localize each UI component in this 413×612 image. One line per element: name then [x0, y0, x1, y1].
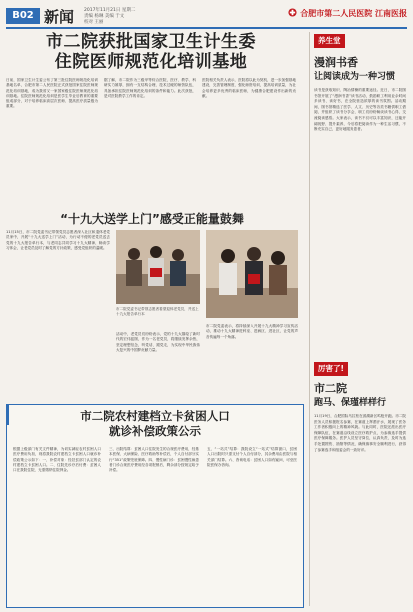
story2-body: 11月19日，合肥国际马拉松在滨湖新区鸣枪开跑。市二院医务人员积极报名参赛，在赛道上挥洒汗水，展现了医务工作者积极向上的精神风貌。与此同时，医院还派出医疗保障队伍，在赛道沿线设立医疗救护点，为参赛选手提供医疗保障服务。医护人员坚守岗位，认真负责，及时为选手处置擦伤、抽筋等情况，确保赛事安全顺利进行，获得了参赛选手和组委会的一致好评。: [314, 414, 406, 452]
volunteers-group-photo: [206, 230, 298, 318]
story2-headline-line2: 跑马、保瑾样样行: [314, 398, 387, 408]
volunteers-visit-photo: [116, 230, 200, 304]
story2-headline-line1: 市二院: [314, 382, 347, 395]
issue-meta: [84, 8, 204, 26]
article1-column: 医院相关负责人表示，医院将以此为契机，进一步加强基地建设，完善管理制度，强化师资培训，提高培训质量，为社会培养更多优秀的临床医师，为健康合肥建设作出新的贡献。: [202, 78, 296, 98]
article3-column: 五、“一站式”结算：我院设立“一站式”结算窗口，贫困人口出院时只需支付个人自付部分，其余费用由医院与相关部门结算。六、咨询电话：贫困人口如有疑问，可至医院医保办咨询。: [207, 447, 297, 467]
hospital-logo: [288, 8, 407, 19]
policy-notice-box: [6, 404, 304, 608]
story1-headline-line1: 漫润书香: [314, 56, 358, 69]
story1-headline-line2: 让阅读成为一种习惯: [314, 72, 396, 82]
photo-caption: 市二院党委书记带领志愿者看望退休老党员，并送上十九大报告单行本: [116, 307, 199, 316]
hospital-emblem-icon: [288, 8, 297, 17]
article3-headline: [7, 409, 303, 439]
section-number: B02: [6, 8, 40, 24]
story2-headline: [314, 382, 406, 410]
article2-headline: “十九大送学上门”感受正能量鼓舞: [60, 212, 244, 226]
article1-headline: [6, 32, 296, 72]
sidebar-tag: 养生堂: [314, 34, 345, 48]
story1-body: 读书是获取知识、陶冶情操的重要途径。近日，市二院图书馆开展了“漫润书香”读书活动，鼓励职工利用业余时间多读书、读好书，在全院营造浓厚的读书氛围。活动期间，图书馆精选了医学、人文、历史等各类书籍供职工借阅，并组织了读书分享会，职工们纷纷畅谈读书心得，交流阅读感悟。大家表示，读书不仅可以丰富知识，还能开阔视野、提升素养，今后将把阅读作为一种生活习惯，不断充实自己，更好地服务患者。: [314, 88, 406, 132]
issue-meta-line: 责编 杨琳 美编 于文: [84, 14, 125, 19]
page-header: [6, 6, 407, 28]
article3-column: 根据上级部门有关文件精神，为切实减轻农村贫困人口医疗费用负担，现将我院农村建档立卡贫困人口就诊补偿政策公示如下：一、补偿对象：经扶贫部门认定的农村建档立卡贫困人口。二、住院先诊疗后付费：贫困人口在我院住院，无需缴纳住院押金。: [13, 447, 101, 473]
article3-headline-line1: 市二院农村建档立卡贫困人口: [80, 409, 230, 423]
sidebar: [309, 32, 408, 606]
article2-column: 活动中，老党员们纷纷表示，党的十九大描绘了新时代的宏伟蓝图，作为一名老党员，将继续发挥余热，坚定理想信念，听党话、跟党走，为实现中华民族伟大复兴的中国梦贡献力量。: [116, 332, 200, 352]
article3-headline-line2: 就诊补偿政策公示: [109, 424, 201, 438]
article3-column: 三、出院结算：贫困人口住院发生的合规医疗费用，经基本医保、大病保险、医疗救助等补偿后，个人自付部分实行“351”政策兜底保障。四、慢性病门诊：贫困慢性病患者门诊合规医疗费用经各项报销后，剩余部分按规定给予补偿。: [109, 447, 199, 473]
article2-column: 市二院党委表示，将持续深入开展十九大精神学习宣传活动，推动十九大精神进科室、进病区、进社区，让党的声音传遍每一个角落。: [206, 324, 298, 339]
article1-headline-line1: 市二院获批国家卫生计生委: [46, 32, 256, 52]
photo-illustration: [206, 230, 298, 318]
section-name: 新闻: [44, 8, 75, 26]
article1-column: 据了解，市二院作为三级甲等综合医院，医疗、教学、科研实力雄厚，拥有一支结构合理、技术过硬的师资队伍，具备承担住院医师规范化培训的条件和能力。此次获批，是对医院教学工作的肯定。: [104, 78, 196, 98]
masthead-title: 合肥市第二人民医院 江南医报: [300, 9, 407, 18]
header-rule: [6, 27, 407, 29]
sidebar-tag: 厉害了!: [314, 362, 348, 376]
article1-column: 日前，国家卫生计生委公布了第三批住院医师规范化培训基地名单，合肥市第二人民医院正式获批国家住院医师规范化培训基地，成为我省又一家国家级住院医师规范化培训基地。住院医师规范化培训是医学生毕业后教育的重要组成部分，对于培养临床高层次医师、提高医疗质量极为重要。: [6, 78, 98, 109]
article1-headline-line2: 住院医师规范化培训基地: [54, 52, 248, 72]
article2-column: 11月15日，市二院党委书记带领党员志愿者深入社区和退休老党员家中，开展“十九大送学上门”活动，为行动不便的老党员送去党的十九大报告单行本，与老同志共同学习十九大精神，畅谈学习体会，让老党员及时了解党的方针政策，感受党组织的温暖。: [6, 230, 110, 250]
story1-headline: [314, 56, 406, 84]
issue-meta-line: 校对 王丽: [84, 20, 104, 25]
issue-meta-line: 2017年11月21日 星期二: [84, 8, 136, 13]
photo-illustration: [116, 230, 200, 304]
